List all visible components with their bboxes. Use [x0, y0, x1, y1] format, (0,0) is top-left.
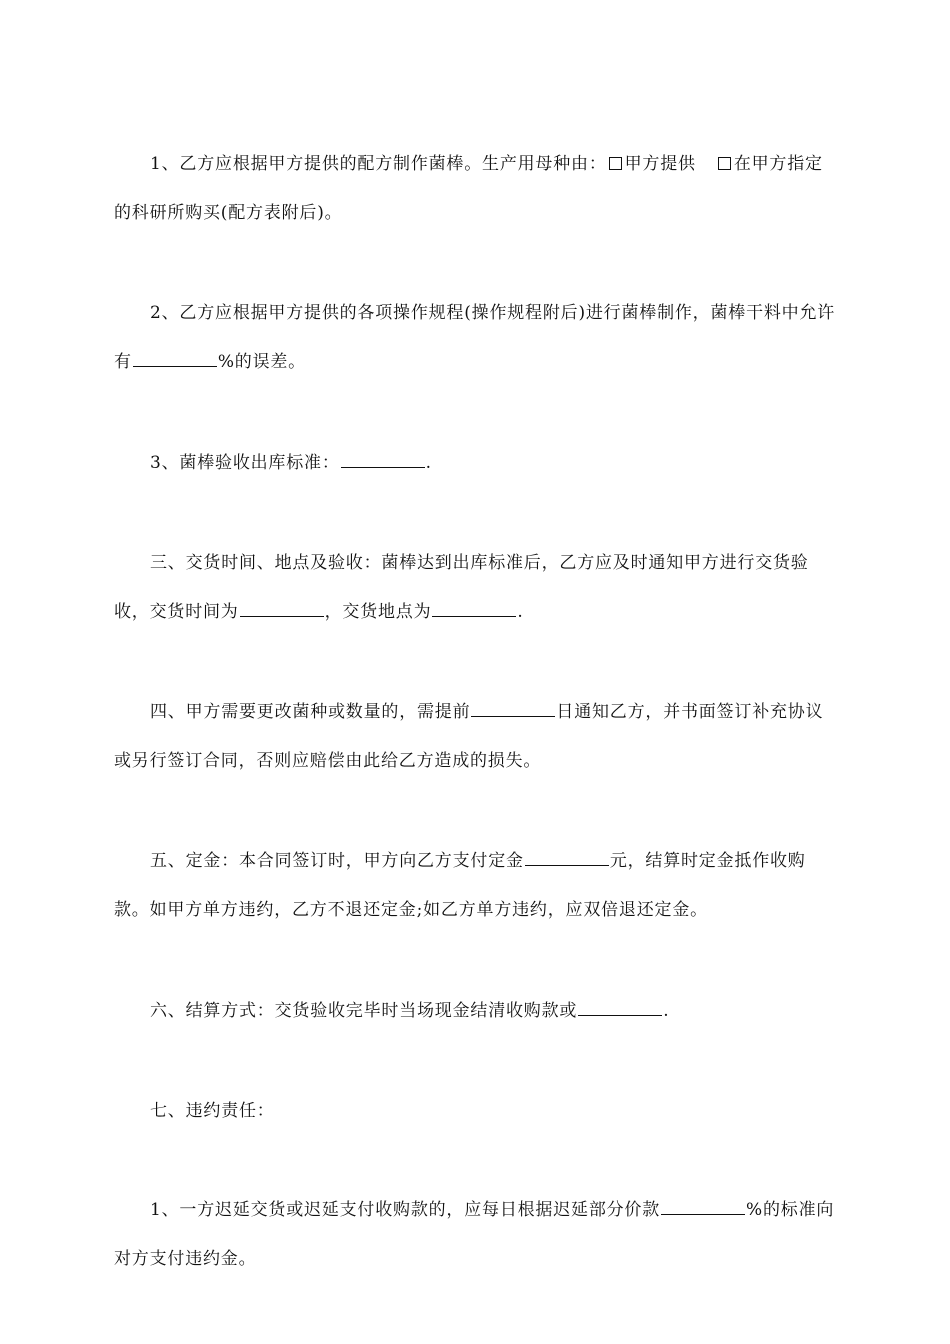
checkbox-party-a-provides[interactable]: [609, 157, 622, 170]
clause-text: 七、违约责任：: [150, 1101, 275, 1121]
clause-text: %的误差。: [217, 352, 306, 372]
clause-deposit: [114, 837, 838, 935]
option-label: 在甲方指定的科研所购买(配方表附后)。: [114, 154, 823, 223]
clause-text: 1、乙方应根据甲方提供的配方制作菌棒。生产用母种由：: [150, 154, 607, 174]
section-heading-liability: [114, 1087, 838, 1136]
clause-text: 3、菌棒验收出库标准：: [150, 453, 340, 473]
clause-text: ，交货地点为: [324, 602, 432, 622]
clause-text: 2、乙方应根据甲方提供的各项操作规程(操作规程附后)进行菌棒制作，菌棒干料中允许有: [114, 303, 836, 372]
fill-blank-standard[interactable]: [341, 466, 425, 468]
clause-text: 五、定金：本合同签订时，甲方向乙方支付定金: [150, 851, 524, 871]
fill-blank-penalty-percent[interactable]: [661, 1213, 745, 1215]
clause-text: .: [517, 602, 524, 622]
clause-change-notice: [114, 688, 838, 786]
fill-blank-error-percent[interactable]: [133, 365, 217, 367]
checkbox-research-institute[interactable]: [718, 157, 731, 170]
clause-text: 日通知乙方，并书面签订补充协议或另行签订合同，否则应赔偿由此给乙方造成的损失。: [114, 702, 824, 771]
clause-operation-rules: [114, 289, 838, 387]
clause-acceptance-standard: [114, 439, 838, 488]
clause-text: .: [663, 1001, 670, 1021]
clause-text: 六、结算方式：交货验收完毕时当场现金结清收购款或: [150, 1001, 578, 1021]
clause-text: %的标准向对方支付违约金。: [114, 1200, 835, 1269]
clause-text: .: [425, 453, 432, 473]
clause-text: 三、交货时间、地点及验收：菌棒达到出库标准后，乙方应及时通知甲方进行交货验收，交货时间为: [114, 553, 809, 622]
clause-mother-strain: [114, 140, 838, 238]
fill-blank-delivery-time[interactable]: [240, 615, 324, 617]
clause-delivery: [114, 539, 838, 637]
option-label: 甲方提供: [624, 154, 696, 174]
clause-settlement: [114, 987, 838, 1036]
fill-blank-settlement-method[interactable]: [578, 1014, 662, 1016]
clause-text: 1、一方迟延交货或迟延支付收购款的，应每日根据迟延部分价款: [150, 1200, 661, 1220]
clause-text: 元，结算时定金抵作收购款。如甲方单方违约，乙方不退还定金;如乙方单方违约，应双倍退还定金。: [114, 851, 806, 920]
fill-blank-delivery-place[interactable]: [432, 615, 516, 617]
fill-blank-notice-days[interactable]: [471, 715, 555, 717]
fill-blank-deposit-amount[interactable]: [525, 864, 609, 866]
clause-text: 四、甲方需要更改菌种或数量的，需提前: [150, 702, 471, 722]
clause-late-penalty: [114, 1186, 838, 1284]
